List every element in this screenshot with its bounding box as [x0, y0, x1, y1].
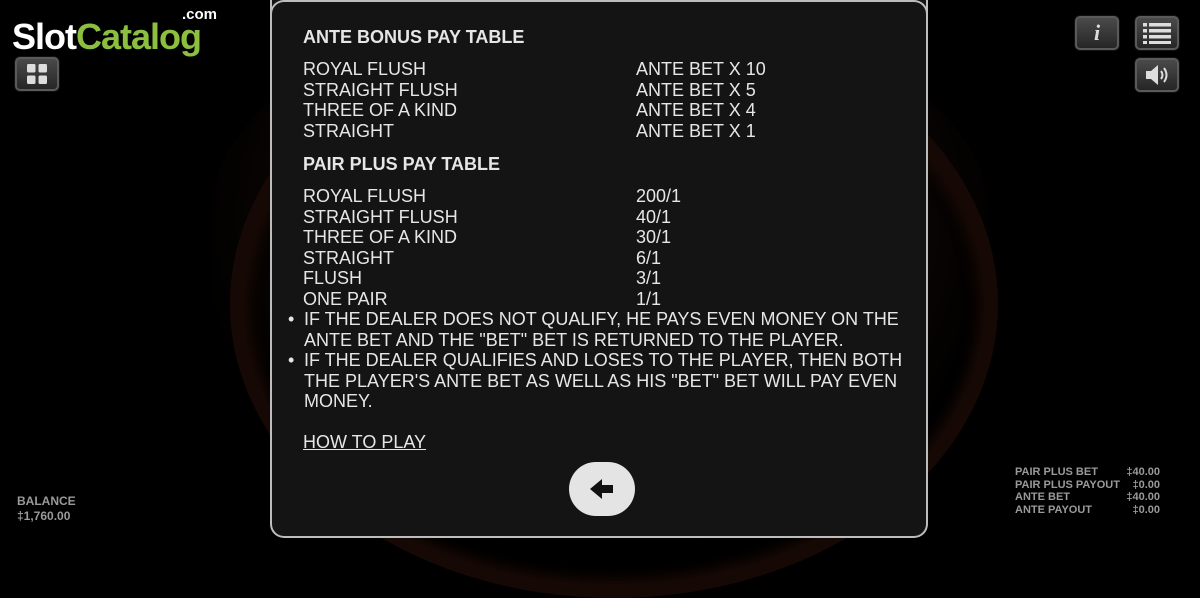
balance-label: BALANCE	[17, 494, 76, 508]
ante-row	[303, 121, 863, 142]
pair-plus-row	[303, 227, 863, 248]
paytable-modal	[270, 0, 928, 538]
bet-value: ‡0.00	[1132, 503, 1160, 516]
ante-row	[303, 80, 863, 101]
bet-label: ANTE PAYOUT	[1015, 503, 1093, 516]
payout-value: 40/1	[636, 207, 672, 227]
rule-text: IF THE DEALER QUALIFIES AND LOSES TO THE PLAYER, THEN BOTH THE PLAYER'S ANTE BET AS WELL AS HIS "BET" BET WILL PAY EVEN MONEY.	[304, 350, 903, 411]
bet-row	[1015, 466, 1165, 479]
payout-value: 1/1	[636, 289, 662, 309]
bet-label: ANTE BET	[1015, 491, 1070, 503]
info-icon: i	[1093, 20, 1101, 45]
pair-plus-row	[303, 268, 863, 289]
rules-list	[288, 309, 913, 412]
hand-name: ROYAL FLUSH	[303, 59, 427, 79]
payout-value: ANTE BET X 5	[636, 80, 756, 100]
pair-plus-title: PAIR PLUS PAY TABLE	[303, 154, 501, 174]
bet-value: ‡40.00	[1126, 491, 1160, 503]
pair-plus-row	[303, 207, 863, 228]
pair-plus-row	[303, 289, 863, 310]
bet-row	[1015, 504, 1165, 517]
hand-name: STRAIGHT	[303, 121, 395, 141]
hand-name: FLUSH	[303, 268, 363, 288]
rule-text: IF THE DEALER DOES NOT QUALIFY, HE PAYS EVEN MONEY ON THE ANTE BET AND THE "BET" BET IS RETURNED TO THE PLAYER.	[304, 309, 899, 350]
pair-plus-row	[303, 248, 863, 269]
pair-plus-row	[303, 186, 863, 207]
hand-name: THREE OF A KIND	[303, 100, 458, 120]
hand-name: STRAIGHT FLUSH	[303, 207, 458, 227]
bullet: •	[288, 309, 295, 329]
ante-bonus-title: ANTE BONUS PAY TABLE	[303, 27, 525, 47]
payout-value: 6/1	[636, 248, 662, 268]
payout-value: ANTE BET X 4	[636, 100, 756, 120]
ante-row	[303, 59, 863, 80]
grid-icon	[26, 63, 48, 85]
bet-row	[1015, 479, 1165, 492]
bets-summary	[1015, 466, 1165, 516]
bet-value: ‡0.00	[1132, 478, 1160, 491]
ante-row	[303, 100, 863, 121]
rule-item	[288, 309, 913, 350]
payout-value: ANTE BET X 10	[636, 59, 766, 79]
bullet: •	[288, 350, 295, 370]
balance-value: ‡1,760.00	[17, 509, 71, 523]
menu-icon	[1143, 22, 1171, 44]
balance-panel	[17, 494, 76, 524]
logo-com: .com	[182, 6, 218, 23]
bet-label: PAIR PLUS BET	[1015, 466, 1098, 478]
back-button[interactable]	[569, 462, 635, 516]
hand-name: STRAIGHT FLUSH	[303, 80, 458, 100]
bet-label: PAIR PLUS PAYOUT	[1015, 478, 1120, 491]
logo-text	[12, 16, 201, 58]
menu-button[interactable]	[1135, 16, 1179, 50]
payout-value: 30/1	[636, 227, 672, 247]
hand-name: THREE OF A KIND	[303, 227, 458, 247]
sound-button[interactable]	[1135, 58, 1179, 92]
hand-name: STRAIGHT	[303, 248, 395, 268]
rule-item	[288, 350, 913, 412]
logo-catalog: Catalog	[76, 16, 202, 57]
bet-row	[1015, 491, 1165, 504]
back-arrow-icon	[590, 478, 614, 500]
lobby-button[interactable]	[15, 57, 59, 91]
how-to-play-link[interactable]: HOW TO PLAY	[303, 432, 427, 452]
payout-value: 3/1	[636, 268, 662, 288]
slotcatalog-logo	[12, 6, 218, 57]
bet-value: ‡40.00	[1126, 466, 1160, 478]
hand-name: ONE PAIR	[303, 289, 388, 309]
payout-value: ANTE BET X 1	[636, 121, 756, 141]
info-button[interactable]	[1075, 16, 1119, 50]
speaker-icon	[1144, 64, 1170, 86]
payout-value: 200/1	[636, 186, 682, 206]
hand-name: ROYAL FLUSH	[303, 186, 427, 206]
logo-slot: Slot	[12, 16, 76, 57]
